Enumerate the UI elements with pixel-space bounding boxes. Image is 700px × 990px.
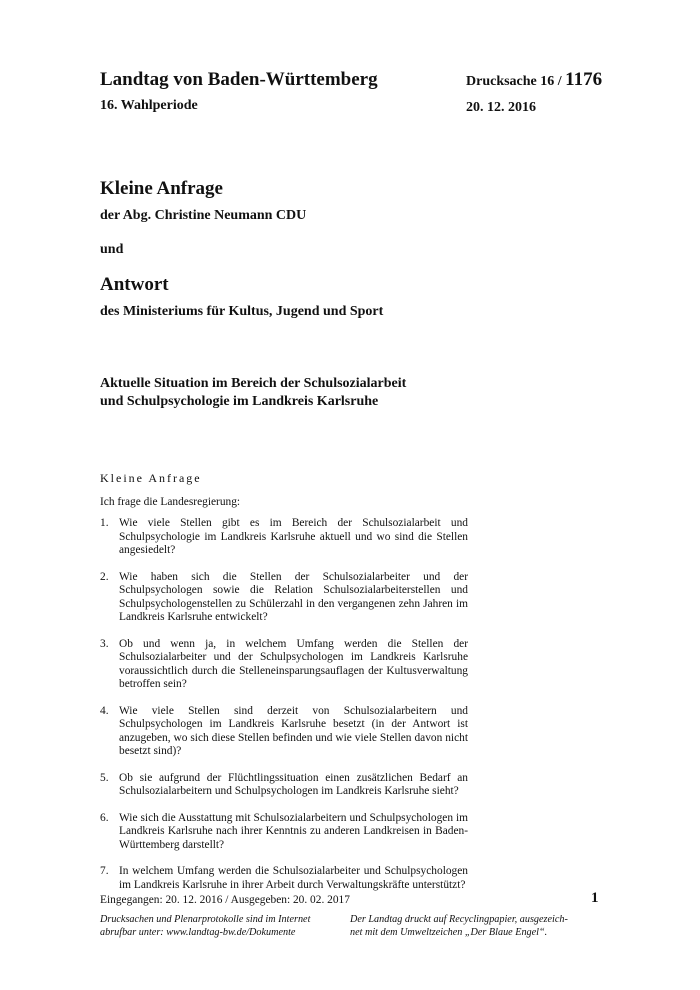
- connector-text: und: [100, 242, 124, 257]
- question-item: [100, 571, 468, 625]
- footer-note-line: net mit dem Umweltzeichen „Der Blaue Engel“.: [350, 926, 548, 938]
- request-heading: Kleine Anfrage: [100, 178, 223, 199]
- question-number: 2.: [100, 570, 109, 583]
- question-item: [100, 865, 468, 892]
- question-number: 3.: [100, 637, 109, 650]
- page-number: 1: [591, 890, 599, 906]
- footer-note-line: abrufbar unter: www.landtag-bw.de/Dokumente: [100, 926, 296, 938]
- drucksache-separator: /: [554, 74, 566, 89]
- footer-note-line: Drucksachen und Plenarprotokolle sind im Internet: [100, 914, 311, 925]
- legislative-period: 16. Wahlperiode: [100, 98, 198, 113]
- answer-heading: Antwort: [100, 274, 169, 295]
- footer-note-internet: [100, 914, 340, 939]
- drucksache-number: 1176: [565, 69, 603, 90]
- drucksache-reference: [466, 68, 626, 94]
- intro-text: Ich frage die Landesregierung:: [100, 496, 241, 508]
- question-item: [100, 772, 468, 799]
- question-number: 5.: [100, 771, 109, 784]
- topic-title: [100, 375, 480, 411]
- question-text: Wie viele Stellen sind derzeit von Schulsozialarbeitern und Schulpsychologen im Landkreis Karlsruhe besetzt (in der Antwort ist anzugeben, wo sich diese Stellen befinden und wie viele Stellen davon nicht besetzt sind)?: [119, 704, 468, 757]
- question-number: 4.: [100, 704, 109, 717]
- ministry-name: des Ministeriums für Kultus, Jugend und Sport: [100, 304, 384, 319]
- question-text: Wie sich die Ausstattung mit Schulsozialarbeitern und Schulpsychologen im Landkreis Karlsruhe nach ihrer Kenntnis zu anderen Landkreisen in Baden-Württemberg darstellt?: [119, 811, 468, 851]
- footer-note-line: Der Landtag druckt auf Recyclingpapier, ausgezeich-: [350, 914, 568, 925]
- question-item: [100, 638, 468, 692]
- question-text: Wie haben sich die Stellen der Schulsozialarbeiter und der Schulpsychologen sowie die Relation Schulsozialarbeiterstellen und Schulpsychologenstellen zu Schülerzahl in den vergangenen zehn Jahren im Landkreis Karlsruhe entwickelt?: [119, 570, 468, 623]
- receipt-dates: Eingegangen: 20. 12. 2016 / Ausgegeben: 20. 02. 2017: [100, 894, 350, 906]
- drucksache-label: Drucksache 16: [466, 74, 555, 89]
- question-item: [100, 705, 468, 759]
- footer-note-recycling: [350, 914, 590, 939]
- document-date: 20. 12. 2016: [466, 100, 536, 115]
- question-text: Wie viele Stellen gibt es im Bereich der Schulsozialarbeit und Schulpsychologie im Landkreis Karlsruhe aktuell und wo sind die Stellen angesiedelt?: [119, 517, 468, 556]
- document-reference: [466, 68, 626, 118]
- question-item: [100, 517, 468, 558]
- question-number: 6.: [100, 811, 109, 824]
- topic-line-2: und Schulpsychologie im Landkreis Karlsruhe: [100, 394, 379, 409]
- question-text: Ob sie aufgrund der Flüchtlingssituation einen zusätzlichen Bedarf an Schulsozialarbeitern und Schulpsychologen im Landkreis Karlsruhe sieht?: [119, 771, 468, 797]
- question-text: Ob und wenn ja, in welchem Umfang werden die Stellen der Schulsozialarbeiter und der Schulpsychologen im Landkreis Karlsruhe voraussichtlich durch die Stelleneinsparungsauflagen der Kultusverwaltung betroffen sein?: [119, 637, 468, 690]
- question-number: 7.: [100, 865, 109, 877]
- question-item: [100, 812, 468, 853]
- document-header: [100, 68, 460, 116]
- section-label: Kleine Anfrage: [100, 471, 202, 485]
- question-number: 1.: [100, 517, 109, 529]
- question-list: [100, 517, 468, 905]
- request-author: der Abg. Christine Neumann CDU: [100, 208, 307, 223]
- parliament-title: Landtag von Baden-Württemberg: [100, 69, 378, 90]
- question-text: In welchem Umfang werden die Schulsozialarbeiter und Schulpsychologen im Landkreis Karlsruhe in ihrer Arbeit durch Verwaltungskräfte unterstützt?: [119, 865, 468, 891]
- topic-line-1: Aktuelle Situation im Bereich der Schulsozialarbeit: [100, 376, 407, 391]
